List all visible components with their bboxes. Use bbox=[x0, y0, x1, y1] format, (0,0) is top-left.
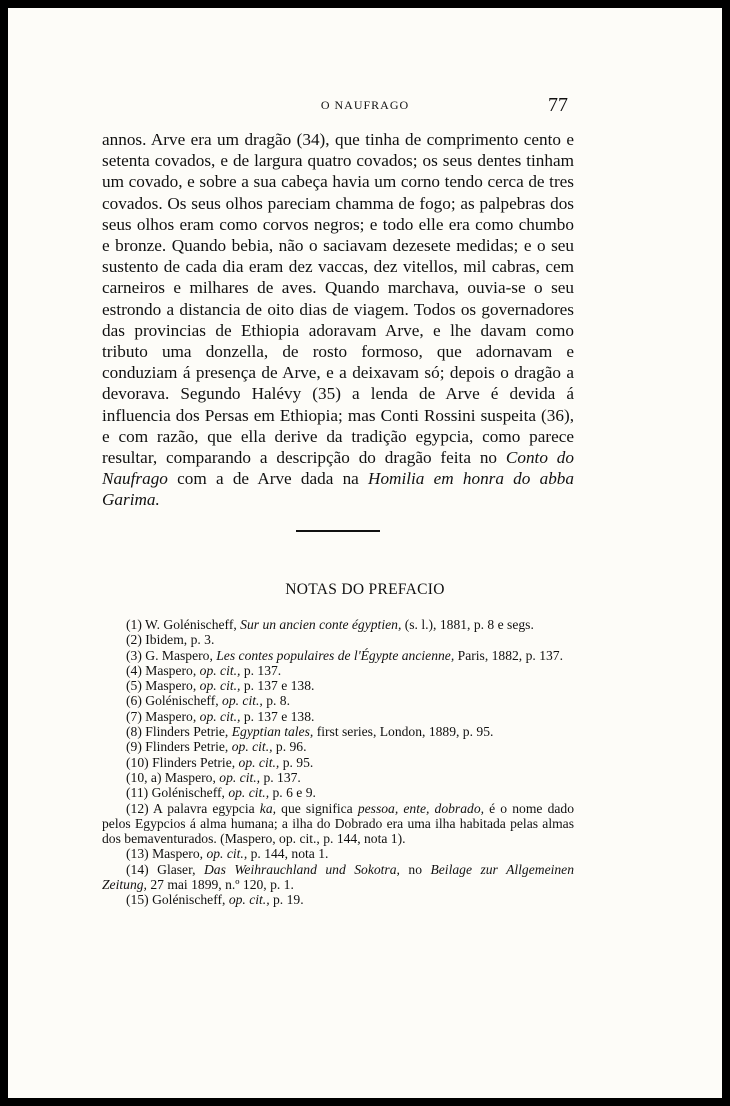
body-text-main: annos. Arve era um dragão (34), que tinha de comprimento cento e setenta covados, e de largura quatro covados; os seus dentes tinham um covado, e sobre a sua cabeça havia um corno tendo cerca de tres covados. Os seus olhos pareciam chamma de fogo; as palpebras dos seus olhos eram como corvos negros; e todo elle era como chumbo e bronze. Quando bebia, não o saciavam dezesete medidas; e o seu sustento de cada dia eram dez vaccas, dez vitellos, mil cabras, cem carneiros e milhares de aves. Quando marchava, ouvia-se o seu estrondo a distancia de oito dias de viagem. Todos os governadores das provincias de Ethiopia adoravam Arve, e lhe davam como tributo uma donzella, de rosto formoso, que adornavam e conduziam á presença de Arve, e a deixavam só; depois o dragão a devorava. Segundo Halévy (35) a lenda de Arve é devida á influencia dos Persas em Ethiopia; mas Conti Rossini suspeita (36), e com razão, que ella derive da tradição egypcia, como parece resultar, comparando a descripção do dragão feita no bbox=[102, 130, 574, 468]
note-italic: Sur un ancien conte égyptien, bbox=[240, 617, 402, 632]
note-italic: op. cit., bbox=[231, 739, 273, 755]
notes-heading: NOTAS DO PREFACIO bbox=[285, 581, 445, 598]
note-text: Flinders Petrie, bbox=[152, 754, 239, 770]
note-item bbox=[102, 678, 574, 693]
note-item bbox=[102, 862, 574, 893]
note-italic: Beilage zur Allgemeinen Zeitung, bbox=[102, 861, 575, 893]
book-page bbox=[8, 8, 722, 1098]
note-number: (7) bbox=[126, 708, 142, 724]
notes-list bbox=[102, 617, 574, 908]
note-item bbox=[102, 801, 574, 847]
note-number: (8) bbox=[126, 724, 142, 740]
note-text: Maspero, bbox=[164, 769, 220, 785]
note-item bbox=[102, 739, 574, 754]
note-text: p. 8. bbox=[262, 693, 290, 709]
note-text: p. 6 e 9. bbox=[269, 785, 316, 801]
body-italic-title-2: Homilia em honra do abba Garima. bbox=[102, 469, 574, 510]
note-text: Paris, 1882, p. 137. bbox=[454, 647, 563, 663]
note-text: Ibidem, p. 3. bbox=[145, 632, 215, 648]
note-number: (9) bbox=[126, 739, 142, 755]
note-number: (14) bbox=[126, 861, 149, 877]
note-text: p. 137 e 138. bbox=[240, 708, 315, 724]
note-text: Golénischeff, bbox=[151, 785, 229, 801]
note-item bbox=[102, 846, 574, 861]
note-number: (12) bbox=[126, 800, 149, 816]
section-divider bbox=[296, 530, 380, 532]
note-text: Golénischeff, bbox=[145, 693, 223, 709]
note-text: p. 137 e 138. bbox=[240, 678, 315, 694]
note-number: (10, a) bbox=[126, 769, 162, 785]
note-number: (10) bbox=[126, 754, 149, 770]
note-number: (5) bbox=[126, 678, 142, 694]
note-text: p. 95. bbox=[279, 754, 314, 770]
note-text: p. 137. bbox=[240, 662, 282, 678]
note-number: (2) bbox=[126, 632, 142, 648]
note-number: (11) bbox=[126, 785, 149, 801]
note-italic: op. cit., bbox=[219, 769, 261, 785]
note-text: first series, London, 1889, p. 95. bbox=[313, 724, 494, 740]
note-text: p. 96. bbox=[272, 739, 307, 755]
note-item bbox=[102, 724, 574, 739]
note-number: (4) bbox=[126, 662, 142, 678]
running-title: O NAUFRAGO bbox=[320, 98, 410, 112]
note-text: é o nome dado pelos Egypcios á alma humana; a ilha do Dobrado era uma ilha habitada pelas almas dos bemaventurados. (Maspero, op. cit., p. 144, nota 1). bbox=[102, 800, 574, 847]
note-item bbox=[102, 785, 574, 800]
note-text: A palavra egypcia bbox=[153, 800, 260, 816]
note-text: Flinders Petrie, bbox=[145, 724, 232, 740]
note-number: (3) bbox=[126, 647, 142, 663]
note-italic: op. cit., bbox=[228, 785, 270, 801]
note-italic: pessoa, ente, dobrado, bbox=[357, 800, 485, 816]
body-paragraph bbox=[102, 129, 574, 511]
note-text: p. 144, nota 1. bbox=[247, 846, 329, 862]
note-item bbox=[102, 663, 574, 678]
note-italic: op. cit., bbox=[238, 754, 280, 770]
note-italic: Das Weihrauchland und Sokotra, bbox=[203, 861, 400, 877]
note-text: Glaser, bbox=[157, 861, 204, 877]
note-item bbox=[102, 648, 574, 663]
body-text-middle: com a de Arve dada na bbox=[167, 469, 369, 489]
page-number: 77 bbox=[548, 94, 568, 116]
note-text: Maspero, bbox=[145, 708, 200, 724]
note-italic: Egyptian tales, bbox=[231, 724, 314, 740]
note-italic: op. cit., bbox=[199, 708, 241, 724]
body-italic-title-1: Conto do Naufrago bbox=[102, 448, 574, 489]
note-number: (1) bbox=[126, 617, 142, 632]
note-text: que significa bbox=[276, 800, 358, 816]
running-head bbox=[8, 94, 722, 118]
note-italic: op. cit., bbox=[199, 662, 241, 678]
note-number: (6) bbox=[126, 693, 142, 709]
note-text: (s. l.), 1881, p. 8 e segs. bbox=[401, 617, 534, 632]
note-text: 27 mai 1899, n.º 120, p. 1. bbox=[146, 877, 294, 893]
note-item bbox=[102, 693, 574, 708]
note-text: Golénischeff, bbox=[152, 892, 229, 908]
note-text: no bbox=[399, 861, 431, 877]
note-italic: op. cit., bbox=[222, 693, 263, 709]
note-item bbox=[102, 632, 574, 647]
note-item bbox=[102, 770, 574, 785]
note-number: (15) bbox=[126, 892, 149, 908]
note-item bbox=[102, 892, 574, 907]
note-text: p. 19. bbox=[269, 892, 304, 908]
note-text: W. Golénischeff, bbox=[145, 617, 241, 632]
note-item bbox=[102, 709, 574, 724]
note-number: (13) bbox=[126, 846, 149, 862]
note-item bbox=[102, 617, 574, 632]
note-text: Flinders Petrie, bbox=[145, 739, 232, 755]
note-text: G. Maspero, bbox=[145, 647, 217, 663]
note-italic: ka, bbox=[259, 800, 277, 816]
note-text: Maspero, bbox=[145, 662, 200, 678]
note-italic: Les contes populaires de l'Égypte ancienne, bbox=[216, 647, 455, 663]
note-italic: op. cit., bbox=[228, 892, 270, 908]
note-text: p. 137. bbox=[260, 769, 301, 785]
note-italic: op. cit., bbox=[206, 846, 248, 862]
note-italic: op. cit., bbox=[199, 678, 241, 694]
note-text: Maspero, bbox=[145, 678, 200, 694]
note-item bbox=[102, 755, 574, 770]
note-text: Maspero, bbox=[152, 846, 207, 862]
